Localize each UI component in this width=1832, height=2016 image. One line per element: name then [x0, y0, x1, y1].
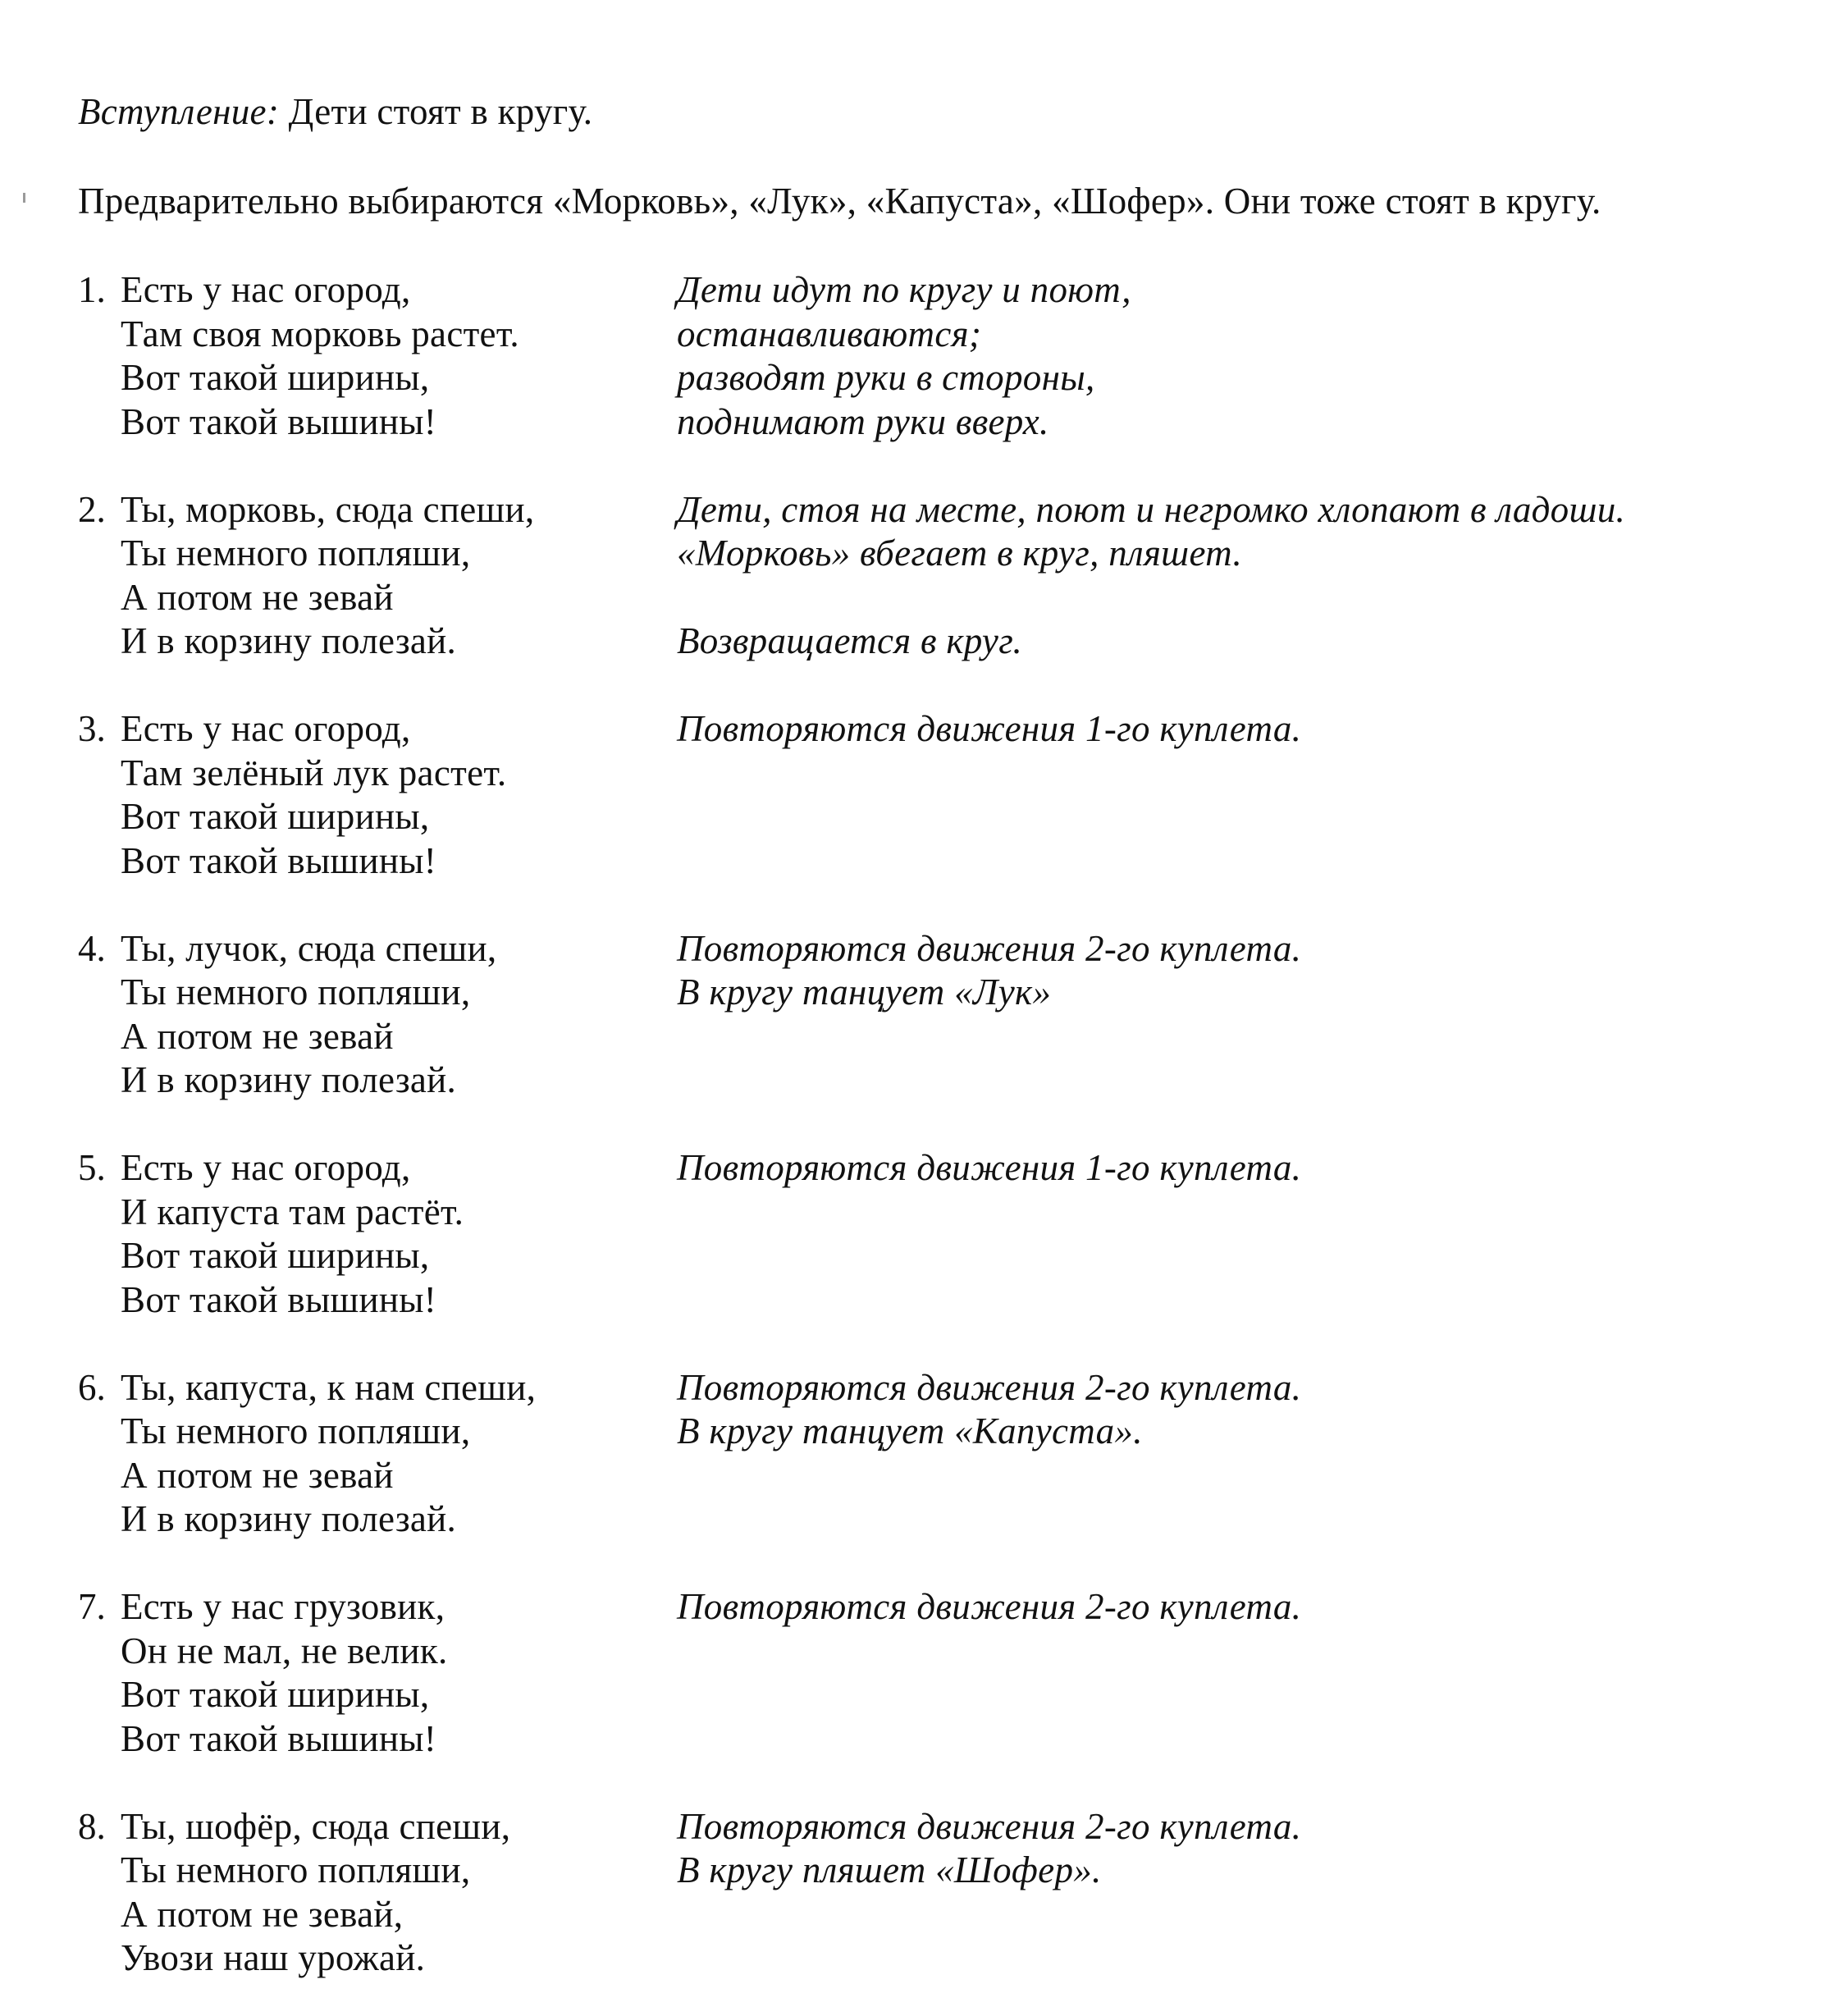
- verse-number: 2.: [78, 488, 106, 530]
- verse-lyric-line: Ты немного попляши,: [121, 533, 471, 574]
- verse-lyric-line: И в корзину полезай.: [121, 1059, 457, 1100]
- verse-lyric-line: Вот такой вышины!: [121, 400, 437, 442]
- verse-lyric-line: Вот такой ширины,: [121, 1235, 430, 1276]
- verse-action-line: Повторяются движения 2-го куплета.: [677, 1366, 1302, 1408]
- verse-number: 4.: [78, 927, 106, 969]
- verse-lyric-line: Ты, капуста, к нам спеши,: [121, 1366, 537, 1408]
- verse-action-line: Повторяются движения 2-го куплета.: [677, 927, 1302, 969]
- verse-number: 3.: [78, 708, 106, 749]
- verse-lyric-line: Ты, лучок, сюда спеши,: [121, 927, 497, 969]
- verse-lyric-line: Вот такой ширины,: [121, 796, 430, 837]
- verse-action-line: В кругу танцует «Капуста».: [677, 1410, 1143, 1451]
- verse-lyric-line: Вот такой ширины,: [121, 1674, 430, 1715]
- verse-lyric-line: Ты, морковь, сюда спеши,: [121, 488, 535, 530]
- verse-lyric-line: Есть у нас огород,: [121, 269, 411, 310]
- verse-lyric-line: А потом не зевай,: [121, 1893, 404, 1935]
- verse-action-line: «Морковь» вбегает в круг, пляшет.: [677, 533, 1243, 574]
- verse-action-line: В кругу пляшет «Шофер».: [677, 1849, 1102, 1890]
- verse-lyric-line: А потом не зевай: [121, 1454, 394, 1496]
- verse-lyric-line: И капуста там растёт.: [121, 1191, 464, 1232]
- verse-action-line: поднимают руки вверх.: [677, 400, 1049, 442]
- intro-label: Вступление:: [78, 91, 280, 132]
- verse-action-line: В кругу танцует «Лук»: [677, 971, 1052, 1013]
- verse-lyric-line: Там своя морковь растет.: [121, 313, 519, 354]
- verse-action-line: Повторяются движения 1-го куплета.: [677, 708, 1302, 749]
- preface-line: Предварительно выбираются «Морковь», «Лук», «Капуста», «Шофер». Они тоже стоят в кругу.: [78, 181, 1601, 222]
- verse-lyric-line: Там зелёный лук растет.: [121, 752, 507, 793]
- verse-number: 6.: [78, 1366, 106, 1408]
- verse-lyric-line: Вот такой вышины!: [121, 1717, 437, 1759]
- verse-action-line: Возвращается в круг.: [677, 620, 1023, 661]
- verse-action-line: Повторяются движения 1-го куплета.: [677, 1147, 1302, 1188]
- verse-lyric-line: Есть у нас огород,: [121, 1147, 411, 1188]
- verse-lyric-line: А потом не зевай: [121, 576, 394, 618]
- verse-number: 7.: [78, 1586, 106, 1627]
- verse-lyric-line: Ты немного попляши,: [121, 1849, 471, 1890]
- verse-lyric-line: Вот такой ширины,: [121, 357, 430, 398]
- verse-number: 1.: [78, 269, 106, 310]
- verse-lyric-line: Ты немного попляши,: [121, 1410, 471, 1451]
- verse-lyric-line: Он не мал, не велик.: [121, 1630, 448, 1671]
- verse-lyric-line: Увози наш урожай.: [121, 1937, 426, 1978]
- verse-lyric-line: Ты, шофёр, сюда спеши,: [121, 1805, 511, 1847]
- verse-lyric-line: И в корзину полезай.: [121, 1498, 457, 1539]
- verse-lyric-line: Ты немного попляши,: [121, 971, 471, 1013]
- verse-number: 8.: [78, 1805, 106, 1847]
- verse-lyric-line: Вот такой вышины!: [121, 1278, 437, 1320]
- verse-lyric-line: И в корзину полезай.: [121, 620, 457, 661]
- intro-text: Дети стоят в кругу.: [279, 91, 593, 132]
- scan-speck: [23, 193, 25, 203]
- verse-lyric-line: Есть у нас огород,: [121, 708, 411, 749]
- intro-line: [78, 89, 592, 134]
- verse-lyric-line: Вот такой вышины!: [121, 839, 437, 881]
- verse-action-line: останавливаются;: [677, 313, 982, 354]
- verse-lyric-line: Есть у нас грузовик,: [121, 1586, 445, 1627]
- verse-action-line: Дети, стоя на месте, поют и негромко хлопают в ладоши.: [677, 488, 1626, 530]
- verse-number: 5.: [78, 1147, 106, 1188]
- verse-action-line: разводят руки в стороны,: [677, 357, 1095, 398]
- verse-action-line: Повторяются движения 2-го куплета.: [677, 1586, 1302, 1627]
- verse-action-line: Дети идут по кругу и поют,: [677, 269, 1131, 310]
- verse-action-line: Повторяются движения 2-го куплета.: [677, 1805, 1302, 1847]
- verse-lyric-line: А потом не зевай: [121, 1015, 394, 1057]
